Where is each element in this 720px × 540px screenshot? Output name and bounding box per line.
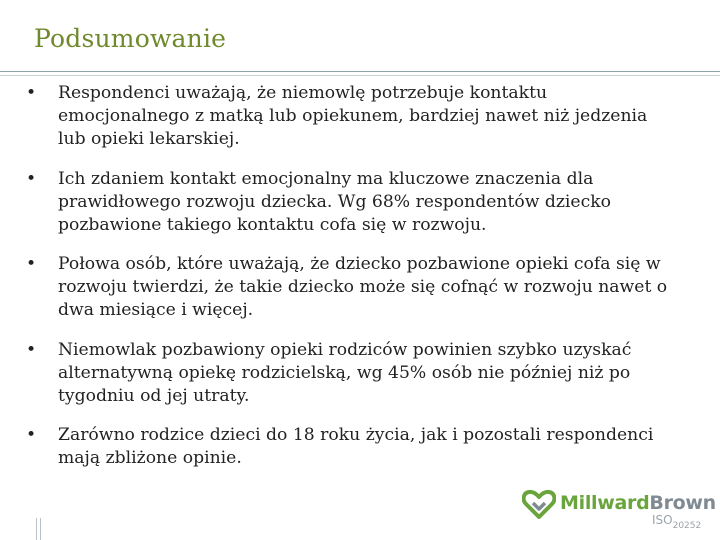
bullet-text: Respondenci uważają, że niemowlę potrzebuje kontaktu emocjonalnego z matką lub opiekunem, bardziej nawet niż jedzenia lub opieki lekarskiej.: [58, 83, 648, 149]
bullet-list: [26, 82, 676, 487]
bullet-marker: •: [26, 254, 37, 275]
logo-text-brown: Brown: [649, 492, 716, 514]
slide-title: Podsumowanie: [34, 24, 227, 53]
bullet-item: [26, 339, 676, 408]
bullet-item: [26, 253, 676, 322]
logo-text-millward: Millward: [560, 492, 650, 514]
bullet-marker: •: [26, 425, 37, 446]
bullet-text: Połowa osób, które uważają, że dziecko pozbawione opieki cofa się w rozwoju twierdzi, że takie dziecko może się cofnąć w rozwoju nawet o dwa miesiące i więcej.: [58, 254, 668, 321]
iso-number: 20252: [672, 521, 702, 531]
bullet-item: [26, 424, 676, 470]
bullet-marker: •: [26, 168, 37, 189]
logo-wordmark: [560, 492, 716, 514]
bullet-marker: •: [26, 83, 37, 103]
title-divider-secondary: [0, 75, 720, 76]
bullet-text: Niemowlak pozbawiony opieki rodziców powinien szybko uzyskać alternatywną opiekę rodzicielską, wg 45% osób nie później niż po tygodniu od jej utraty.: [58, 339, 632, 406]
bullet-marker: •: [26, 339, 37, 360]
iso-label: ISO: [652, 513, 673, 527]
heart-logo-icon: [522, 488, 556, 520]
bullet-item: [26, 168, 676, 237]
title-divider: [0, 71, 720, 72]
bullet-text: Ich zdaniem kontakt emocjonalny ma kluczowe znaczenia dla prawidłowego rozwoju dziecka. Wg 68% respondentów dziecko pozbawione takiego kontaktu cofa się w rozwoju.: [58, 168, 611, 235]
bullet-text: Zarówno rodzice dzieci do 18 roku życia, jak i pozostali respondenci mają zbliżone opinie.: [58, 425, 654, 469]
iso-certification: [652, 513, 702, 531]
bullet-item: [26, 82, 676, 151]
footer-decoration: [36, 518, 46, 540]
